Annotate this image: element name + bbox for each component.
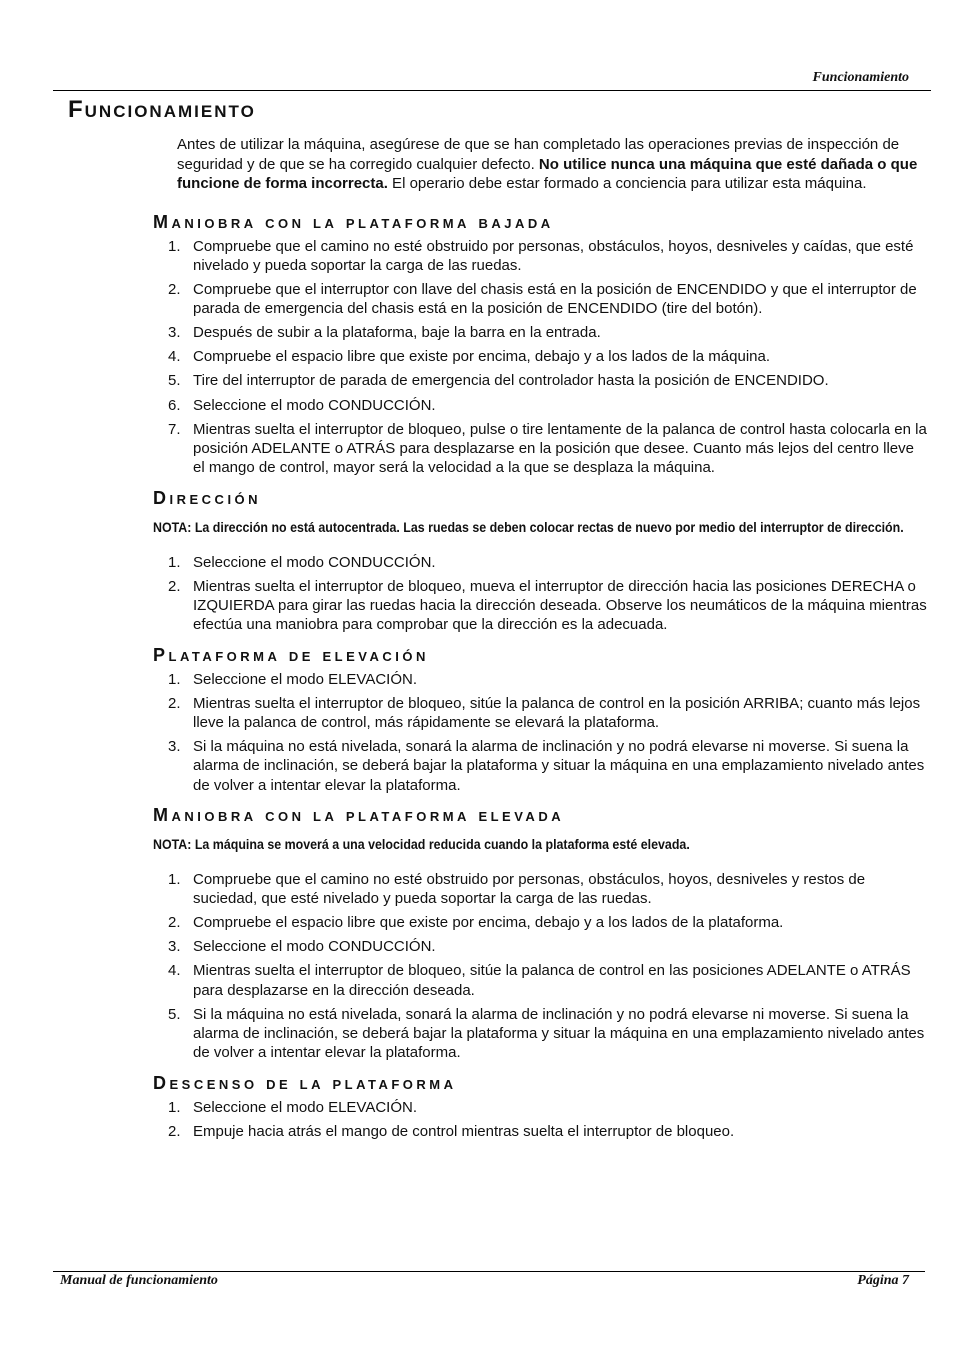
page-title: Funcionamiento [68,96,256,123]
intro-paragraph [177,135,927,194]
step-item [168,1122,927,1141]
section-note: NOTA: La dirección no está autocentrada. Las ruedas se deben colocar rectas de nuevo por medio del interruptor de dirección. [153,519,904,535]
section-heading: Plataforma de elevación [153,644,429,665]
step-item [168,1098,927,1117]
page-content [153,135,927,1151]
step-number: 2. [168,694,181,712]
step-text: Compruebe el espacio libre que existe por encima, debajo y a los lados de la máquina. [193,348,771,366]
step-item [168,913,927,932]
section-heading: Maniobra con la plataforma elevada [153,804,565,825]
step-number: 1. [168,670,181,688]
step-number: 1. [168,870,181,888]
section-heading: Maniobra con la plataforma bajada [153,211,554,232]
footer-page-number: Página 7 [857,1273,909,1288]
step-number: 2. [168,914,181,932]
step-text: Tire del interruptor de parada de emergencia del controlador hasta la posición de ENCENDIDO. [193,372,829,390]
step-number: 3. [168,324,181,342]
intro-warning: No utilice nunca una máquina que esté dañada o que funcione de forma incorrecta. [177,155,918,192]
step-number: 7. [168,420,181,438]
section [153,804,927,1063]
step-text: Compruebe que el interruptor con llave del chasis está en la posición de ENCENDIDO y que el interruptor de parada de emergencia del chasis está en la posición de ENCENDIDO (tire del botón). [193,280,917,318]
step-number: 2. [168,1122,181,1140]
step-text: Mientras suelta el interruptor de bloqueo, sitúe la palanca de control en la posición ARRIBA; cuanto más lejos lleve la palanca de control, más rápidamente se elevará la plataforma. [193,694,921,731]
steps-list [168,1098,927,1141]
footer-rule [53,1271,925,1272]
step-text: Empuje hacia atrás el mango de control mientras suelta el interruptor de bloqueo. [193,1122,735,1140]
step-item [168,420,927,478]
steps-list [168,670,927,795]
step-text: Mientras suelta el interruptor de bloqueo, pulse o tire lentamente de la palanca de control hasta colocarla en la posición ADELANTE o ATRÁS para desplazarse en la posición que desee. Cuanto más lejos del centro lleve el mango de control, mayor será la velocidad a la que se desplaza la máquina. [193,420,927,477]
section-note: NOTA: La máquina se moverá a una velocidad reducida cuando la plataforma esté elevada. [153,836,690,852]
step-item [168,553,927,572]
step-text: Seleccione el modo CONDUCCIÓN. [193,396,436,414]
step-item [168,670,927,689]
step-item [168,347,927,366]
step-item [168,577,927,635]
step-item [168,371,927,390]
step-number: 5. [168,372,181,390]
section [153,644,927,795]
step-item [168,737,927,795]
step-item [168,694,927,733]
step-item [168,280,927,319]
step-number: 1. [168,237,181,255]
step-number: 2. [168,577,181,595]
footer-manual-title: Manual de funcionamiento [60,1273,218,1288]
header-rule [53,90,931,91]
step-text: Si la máquina no está nivelada, sonará la alarma de inclinación y no podrá elevarse ni moverse. Si suena la alarma de inclinación, se deberá bajar la plataforma y situar la máquina en una emplazamiento nivelado antes de volver a intentar elevar la plataforma. [193,738,925,794]
step-item [168,870,927,909]
section-heading: Descenso de la plataforma [153,1072,457,1093]
running-header: Funcionamiento [812,70,909,85]
sections-container [153,211,927,1142]
step-number: 5. [168,1005,181,1023]
section [153,1072,927,1141]
steps-list [168,870,927,1063]
step-number: 1. [168,1098,181,1116]
step-item [168,323,927,342]
section [153,211,927,478]
step-item [168,961,927,1000]
step-text: Mientras suelta el interruptor de bloqueo, sitúe la palanca de control en las posiciones ADELANTE o ATRÁS para desplazarse en la dirección deseada. [193,962,911,999]
step-text: Compruebe que el camino no esté obstruido por personas, obstáculos, hoyos, desniveles y restos de suciedad, que esté nivelado y pueda soportar la carga de las ruedas. [193,870,866,908]
step-number: 2. [168,280,181,298]
step-text: Si la máquina no está nivelada, sonará la alarma de inclinación y no podrá elevarse ni moverse. Si suena la alarma de inclinación, se deberá bajar la plataforma y situar la máquina en una emplazamiento nivelado antes de volver a intentar elevar la plataforma. [193,1005,925,1062]
step-number: 4. [168,348,181,366]
intro-text-b: El operario debe estar formado a conciencia para utilizar esta máquina. [387,175,867,192]
section [153,487,927,635]
step-number: 3. [168,738,181,756]
intro-text-a: Antes de utilizar la máquina, asegúrese de que se han completado las operaciones previas de inspección de seguridad y de que se ha corregido cualquier defecto. [177,136,900,173]
step-text: Seleccione el modo ELEVACIÓN. [193,670,417,688]
steps-list [168,237,927,478]
step-text: Compruebe el espacio libre que existe por encima, debajo y a los lados de la plataforma. [193,914,784,932]
step-number: 3. [168,938,181,956]
step-item [168,1005,927,1063]
section-heading: Dirección [153,487,262,508]
step-item [168,396,927,415]
steps-list [168,553,927,635]
step-item [168,937,927,956]
step-text: Después de subir a la plataforma, baje la barra en la entrada. [193,324,601,342]
step-number: 1. [168,553,181,571]
step-number: 4. [168,962,181,980]
step-number: 6. [168,396,181,414]
step-text: Seleccione el modo CONDUCCIÓN. [193,938,436,956]
step-text: Seleccione el modo ELEVACIÓN. [193,1098,417,1116]
step-item [168,237,927,276]
step-text: Mientras suelta el interruptor de bloqueo, mueva el interruptor de dirección hacia las posiciones DERECHA o IZQUIERDA para girar las ruedas hacia la dirección deseada. Observe los neumáticos de la máquina mientras efectúa una maniobra para comprobar que la dirección es la adecuada. [193,577,927,634]
step-text: Compruebe que el camino no esté obstruido por personas, obstáculos, hoyos, desniveles y caídas, que esté nivelado y pueda soportar la carga de las ruedas. [193,237,914,274]
step-text: Seleccione el modo CONDUCCIÓN. [193,553,436,571]
